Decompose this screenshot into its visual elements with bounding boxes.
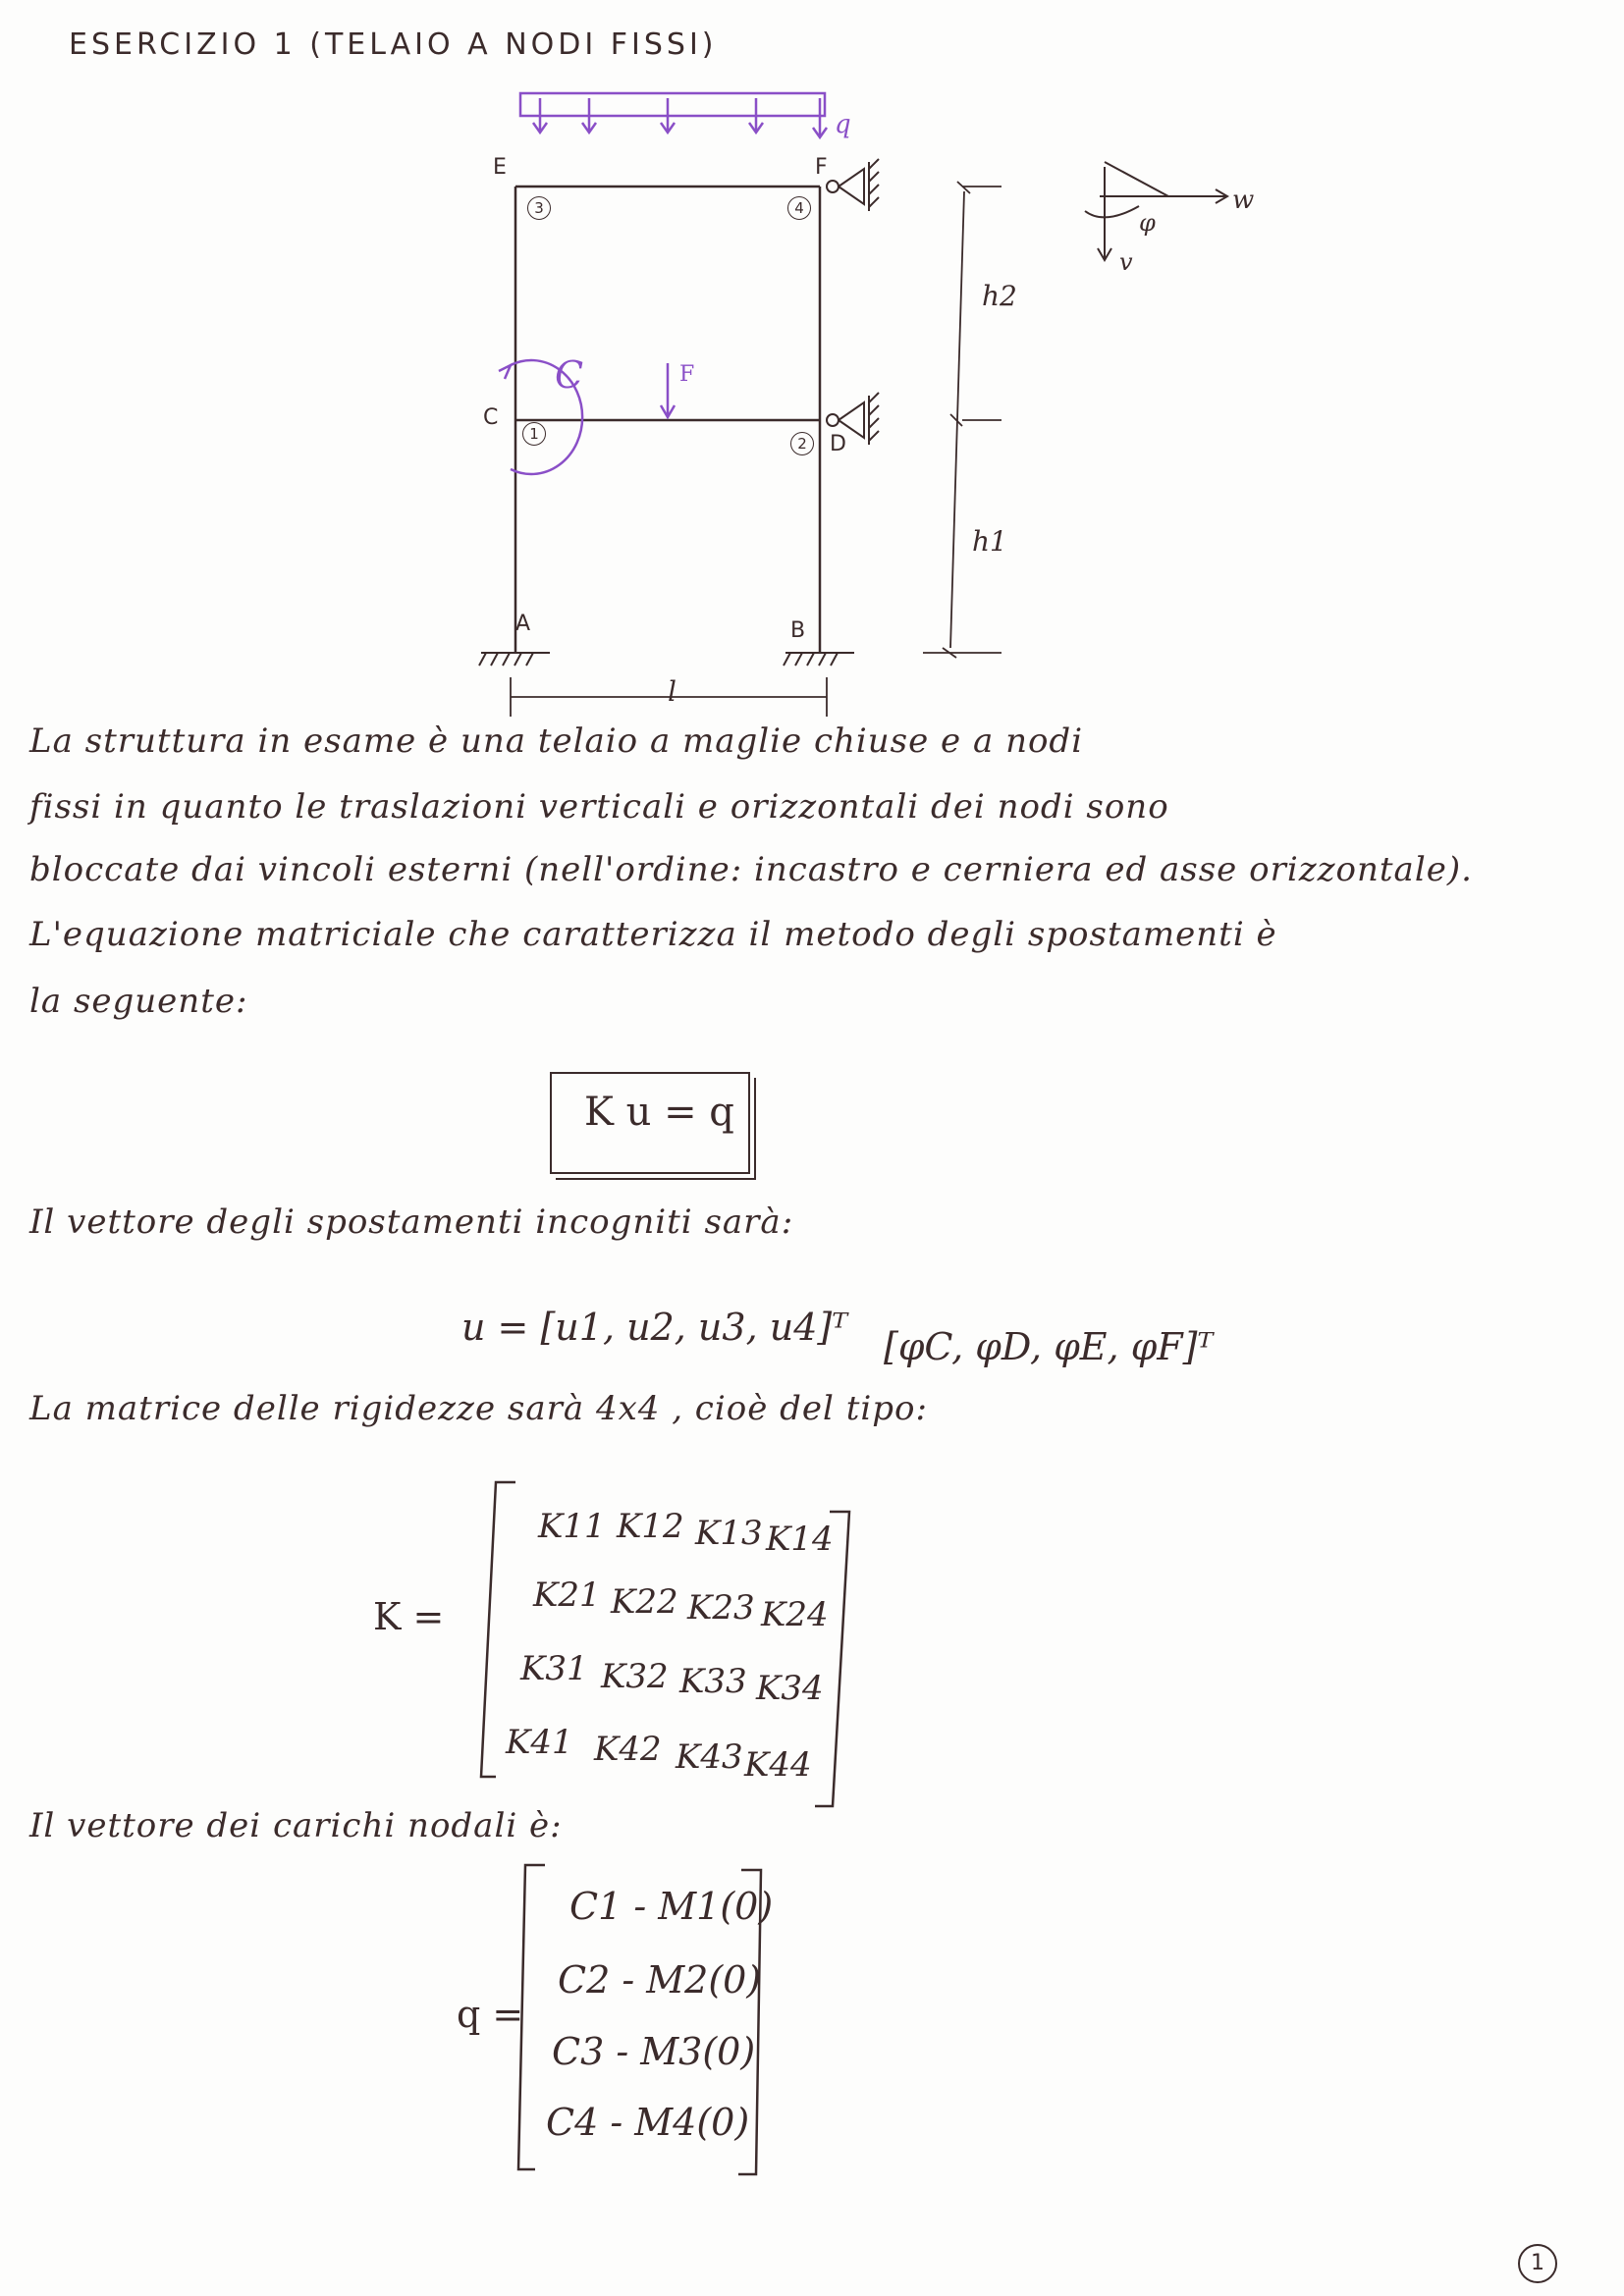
load-vector-entry-1: C1 - M1(0): [569, 1885, 774, 1928]
matrix-cell-k32: K32: [601, 1657, 669, 1696]
node-a-label: A: [515, 612, 531, 636]
paragraph-line-5: la seguente:: [29, 982, 248, 1021]
node-number-2: 2: [790, 432, 814, 455]
matrix-cell-k41: K41: [506, 1723, 573, 1762]
matrix-cell-k31: K31: [520, 1649, 588, 1688]
load-vector-entry-3: C3 - M3(0): [552, 2030, 756, 2073]
axis-v-label: v: [1119, 248, 1133, 276]
load-q-label: q: [835, 110, 851, 139]
matrix-cell-k34: K34: [756, 1669, 824, 1708]
paragraph-line-4: L'equazione matriciale che caratterizza il metodo degli spostamenti è: [29, 915, 1277, 954]
distributed-load-q: [520, 93, 827, 137]
reference-axes: [1085, 162, 1227, 260]
force-f: [661, 363, 675, 417]
dimension-h1: h1: [972, 525, 1007, 558]
matrix-cell-k22: K22: [611, 1582, 678, 1622]
node-number-3: 3: [527, 196, 551, 220]
matrix-cell-k44: K44: [744, 1745, 812, 1785]
rotation-vector: [φC, φD, φE, φF]ᵀ: [884, 1325, 1214, 1368]
page-number: 1: [1518, 2244, 1557, 2283]
matrix-intro: La matrice delle rigidezze sarà 4x4 , cioè del tipo:: [29, 1389, 928, 1428]
frame-members: [515, 187, 820, 653]
force-f-label: F: [679, 362, 695, 387]
paragraph-line-3: bloccate dai vincoli esterni (nell'ordine: incastro e cerniera ed asse orizzontale).: [29, 850, 1473, 889]
stiffness-equation: K u = q: [584, 1090, 734, 1135]
displacement-vector: u = [u1, u2, u3, u4]ᵀ: [461, 1306, 848, 1349]
exercise-title: ESERCIZIO 1 (TELAIO A NODI FISSI): [69, 27, 718, 62]
node-b-label: B: [790, 618, 806, 643]
matrix-cell-k33: K33: [679, 1662, 747, 1701]
paragraph-line-1: La struttura in esame è una telaio a maglie chiuse e a nodi: [29, 721, 1084, 761]
matrix-cell-k12: K12: [617, 1507, 684, 1546]
loads-intro: Il vettore dei carichi nodali è:: [29, 1806, 563, 1845]
fixed-supports: [479, 653, 854, 666]
load-vector-label: q =: [457, 1993, 524, 2036]
vector-intro: Il vettore degli spostamenti incogniti sarà:: [29, 1202, 794, 1242]
node-number-4: 4: [787, 196, 811, 220]
matrix-cell-k43: K43: [676, 1737, 743, 1777]
matrix-cell-k13: K13: [695, 1514, 763, 1553]
load-vector-entry-2: C2 - M2(0): [558, 1958, 762, 2002]
frame-diagram: [0, 0, 1624, 746]
stiffness-matrix-label: K =: [373, 1595, 445, 1638]
matrix-cell-k23: K23: [687, 1588, 755, 1628]
axis-w-label: w: [1232, 186, 1255, 215]
load-vector-entry-4: C4 - M4(0): [546, 2101, 750, 2144]
matrix-cell-k21: K21: [533, 1575, 601, 1615]
node-number-1: 1: [522, 422, 546, 446]
node-d-label: D: [830, 432, 846, 456]
matrix-cell-k42: K42: [594, 1730, 662, 1769]
matrix-cell-k24: K24: [761, 1595, 829, 1634]
paragraph-line-2: fissi in quanto le traslazioni verticali e orizzontali dei nodi sono: [29, 787, 1169, 827]
dimension-lines: [511, 182, 1001, 717]
matrix-cell-k11: K11: [538, 1507, 606, 1546]
pin-supports: [827, 159, 879, 445]
dimension-l: l: [668, 675, 677, 708]
node-e-label: E: [493, 155, 507, 180]
dimension-h2: h2: [982, 280, 1017, 312]
matrix-cell-k14: K14: [766, 1520, 834, 1559]
moment-c-label: C: [555, 353, 584, 397]
node-f-label: F: [815, 155, 828, 180]
axis-phi-label: φ: [1139, 209, 1156, 237]
node-c-label: C: [483, 405, 499, 430]
